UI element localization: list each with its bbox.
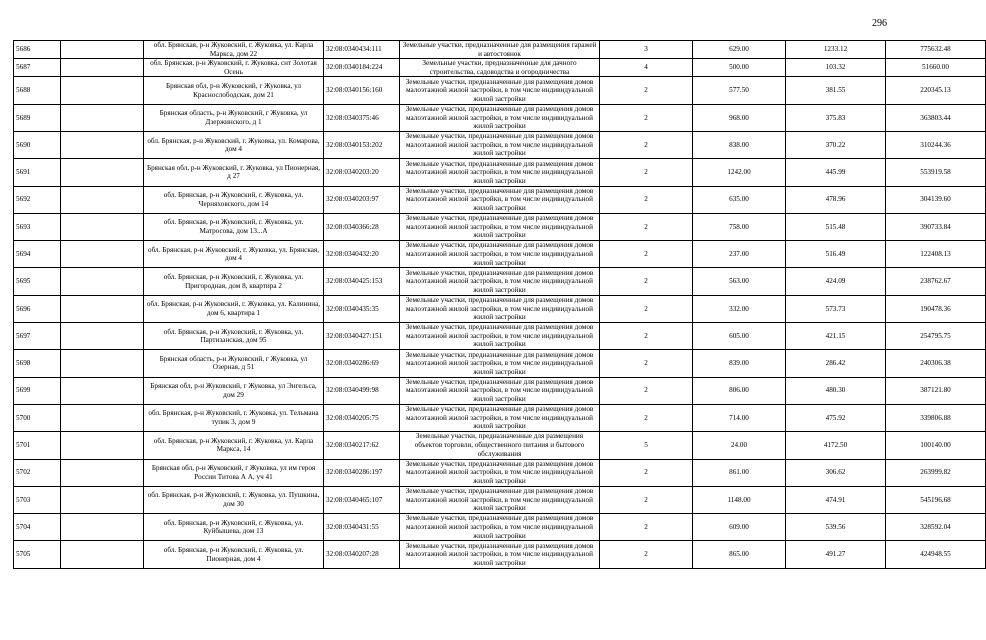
table-row (14, 213, 986, 240)
row-number-cell: 5702 (14, 459, 61, 486)
land-use-cell: Земельные участки, предназначенные для размещения домов малоэтажной жилой застройки, в том числе индивидуальной жилой застройки (400, 541, 600, 568)
area-cell: 332.00 (693, 295, 786, 322)
land-use-cell: Земельные участки, предназначенные для размещения гаражей и автостоянок (400, 41, 600, 59)
land-use-cell: Земельные участки, предназначенные для размещения домов малоэтажной жилой застройки, в том числе индивидуальной жилой застройки (400, 104, 600, 131)
table-row (14, 486, 986, 513)
table-row (14, 104, 986, 131)
row-spacer-cell (61, 404, 144, 431)
table-row (14, 186, 986, 213)
address-cell: Брянская обл, р-н Жуковский, г Жуковка, ул Энгельса, дом 29 (144, 377, 324, 404)
row-spacer-cell (61, 241, 144, 268)
cadastral-value-cell: 51660.00 (886, 59, 986, 77)
address-cell: Брянская область, р-н Жуковский, г Жуковка, ул Озерная, д 51 (144, 350, 324, 377)
area-cell: 237.00 (693, 241, 786, 268)
address-cell: обл. Брянская, р-н Жуковский, г. Жуковка, ул. Пригородная, дом 8, квартира 2 (144, 268, 324, 295)
group-cell: 2 (600, 213, 693, 240)
row-number-cell: 5703 (14, 486, 61, 513)
specific-value-cell: 4172.50 (786, 432, 886, 459)
cadastral-value-cell: 100140.00 (886, 432, 986, 459)
row-number-cell: 5698 (14, 350, 61, 377)
row-spacer-cell (61, 41, 144, 59)
cadastral-number-cell: 32:08:0340153:202 (324, 131, 400, 158)
cadastral-number-cell: 32:08:0340205:75 (324, 404, 400, 431)
table-row (14, 268, 986, 295)
group-cell: 2 (600, 514, 693, 541)
area-cell: 865.00 (693, 541, 786, 568)
area-cell: 563.00 (693, 268, 786, 295)
cadastral-number-cell: 32:08:0340427:151 (324, 323, 400, 350)
cadastral-value-cell: 775632.48 (886, 41, 986, 59)
group-cell: 2 (600, 77, 693, 104)
table-row (14, 159, 986, 186)
cadastral-value-cell: 390733.84 (886, 213, 986, 240)
table-row (14, 541, 986, 568)
specific-value-cell: 491.27 (786, 541, 886, 568)
row-number-cell: 5691 (14, 159, 61, 186)
address-cell: обл. Брянская, р-н Жуковский, г. Жуковка, ул. Куйбышева, дом 13 (144, 514, 324, 541)
group-cell: 4 (600, 59, 693, 77)
specific-value-cell: 475.92 (786, 404, 886, 431)
land-use-cell: Земельные участки, предназначенные для размещения домов малоэтажной жилой застройки, в том числе индивидуальной жилой застройки (400, 404, 600, 431)
row-spacer-cell (61, 104, 144, 131)
group-cell: 3 (600, 41, 693, 59)
address-cell: обл. Брянская, р-н Жуковский, г. Жуковка, ул. Карла Маркса, дом 22 (144, 41, 324, 59)
row-number-cell: 5705 (14, 541, 61, 568)
group-cell: 2 (600, 268, 693, 295)
cadastral-value-table (13, 40, 986, 569)
cadastral-value-cell: 190478.36 (886, 295, 986, 322)
cadastral-number-cell: 32:08:0340207:28 (324, 541, 400, 568)
specific-value-cell: 306.62 (786, 459, 886, 486)
land-use-cell: Земельные участки, предназначенные для размещения домов малоэтажной жилой застройки, в том числе индивидуальной жилой застройки (400, 131, 600, 158)
address-cell: обл. Брянская, р-н Жуковский, г. Жуковка, ул. Матросова, дом 13...А (144, 213, 324, 240)
specific-value-cell: 370.22 (786, 131, 886, 158)
area-cell: 758.00 (693, 213, 786, 240)
specific-value-cell: 515.48 (786, 213, 886, 240)
land-use-cell: Земельные участки, предназначенные для размещения домов малоэтажной жилой застройки, в том числе индивидуальной жилой застройки (400, 159, 600, 186)
area-cell: 635.00 (693, 186, 786, 213)
group-cell: 2 (600, 350, 693, 377)
row-spacer-cell (61, 268, 144, 295)
specific-value-cell: 1233.12 (786, 41, 886, 59)
address-cell: обл. Брянская, р-н Жуковский, г. Жуковка, ул. Пионерная, дом 4 (144, 541, 324, 568)
specific-value-cell: 474.91 (786, 486, 886, 513)
cadastral-value-cell: 220345.13 (886, 77, 986, 104)
land-use-cell: Земельные участки, предназначенные для размещения домов малоэтажной жилой застройки, в том числе индивидуальной жилой застройки (400, 323, 600, 350)
specific-value-cell: 478.96 (786, 186, 886, 213)
address-cell: Брянская обл, р-н Жуковский, г Жуковка, ул Краснослободская, дом 21 (144, 77, 324, 104)
table-row (14, 432, 986, 459)
row-number-cell: 5701 (14, 432, 61, 459)
row-number-cell: 5699 (14, 377, 61, 404)
group-cell: 2 (600, 295, 693, 322)
land-use-cell: Земельные участки, предназначенные для размещения домов малоэтажной жилой застройки, в том числе индивидуальной жилой застройки (400, 213, 600, 240)
row-number-cell: 5692 (14, 186, 61, 213)
row-number-cell: 5693 (14, 213, 61, 240)
row-spacer-cell (61, 377, 144, 404)
row-number-cell: 5704 (14, 514, 61, 541)
cadastral-number-cell: 32:08:0340435:35 (324, 295, 400, 322)
row-spacer-cell (61, 131, 144, 158)
area-cell: 838.00 (693, 131, 786, 158)
table-row (14, 241, 986, 268)
group-cell: 5 (600, 432, 693, 459)
area-cell: 839.00 (693, 350, 786, 377)
specific-value-cell: 286.42 (786, 350, 886, 377)
address-cell: Брянская обл, р-н Жуковский, г Жуковка, ул им героя России Титова А А, уч 41 (144, 459, 324, 486)
land-use-cell: Земельные участки, предназначенные для размещения домов малоэтажной жилой застройки, в том числе индивидуальной жилой застройки (400, 186, 600, 213)
cadastral-number-cell: 32:08:0340465:107 (324, 486, 400, 513)
area-cell: 629.00 (693, 41, 786, 59)
land-use-cell: Земельные участки, предназначенные для размещения домов малоэтажной жилой застройки, в том числе индивидуальной жилой застройки (400, 377, 600, 404)
row-number-cell: 5688 (14, 77, 61, 104)
row-number-cell: 5689 (14, 104, 61, 131)
land-use-cell: Земельные участки, предназначенные для дачного строительства, садоводства и огородничества (400, 59, 600, 77)
address-cell: Брянская обл, р-н Жуковский, г. Жуковка, ул Пионерная, д 27 (144, 159, 324, 186)
group-cell: 2 (600, 486, 693, 513)
land-use-cell: Земельные участки, предназначенные для размещения домов малоэтажной жилой застройки, в том числе индивидуальной жилой застройки (400, 514, 600, 541)
row-spacer-cell (61, 432, 144, 459)
group-cell: 2 (600, 131, 693, 158)
cadastral-value-cell: 387121.80 (886, 377, 986, 404)
cadastral-value-cell: 553919.58 (886, 159, 986, 186)
cadastral-value-cell: 424948.55 (886, 541, 986, 568)
table-row (14, 404, 986, 431)
table-row (14, 377, 986, 404)
row-spacer-cell (61, 350, 144, 377)
row-spacer-cell (61, 295, 144, 322)
table-row (14, 41, 986, 59)
specific-value-cell: 103.32 (786, 59, 886, 77)
area-cell: 806.00 (693, 377, 786, 404)
group-cell: 2 (600, 377, 693, 404)
group-cell: 2 (600, 404, 693, 431)
table-row (14, 350, 986, 377)
address-cell: обл. Брянская, р-н Жуковский, г. Жуковка, ул. Партизанская, дом 95 (144, 323, 324, 350)
cadastral-value-cell: 363803.44 (886, 104, 986, 131)
cadastral-number-cell: 32:08:0340431:55 (324, 514, 400, 541)
row-spacer-cell (61, 186, 144, 213)
cadastral-number-cell: 32:08:0340217:62 (324, 432, 400, 459)
page-number: 296 (872, 18, 887, 29)
area-cell: 1148.00 (693, 486, 786, 513)
address-cell: обл. Брянская, р-н Жуковский, г. Жуковка, ул. Комарова, дом 4 (144, 131, 324, 158)
area-cell: 609.00 (693, 514, 786, 541)
row-number-cell: 5697 (14, 323, 61, 350)
address-cell: обл. Брянская, р-н Жуковский, г. Жуковка, ул. Брянская, дом 4 (144, 241, 324, 268)
cadastral-value-cell: 304139.60 (886, 186, 986, 213)
group-cell: 2 (600, 186, 693, 213)
cadastral-number-cell: 32:08:0340156:160 (324, 77, 400, 104)
row-spacer-cell (61, 159, 144, 186)
land-use-cell: Земельные участки, предназначенные для размещения домов малоэтажной жилой застройки, в том числе индивидуальной жилой застройки (400, 268, 600, 295)
table-row (14, 131, 986, 158)
table-body (14, 41, 986, 569)
row-spacer-cell (61, 459, 144, 486)
table-row (14, 295, 986, 322)
row-number-cell: 5690 (14, 131, 61, 158)
land-use-cell: Земельные участки, предназначенные для размещения домов малоэтажной жилой застройки, в том числе индивидуальной жилой застройки (400, 295, 600, 322)
row-spacer-cell (61, 541, 144, 568)
cadastral-number-cell: 32:08:0340375:46 (324, 104, 400, 131)
address-cell: обл. Брянская, р-н Жуковский, г. Жуковка, ул. Пушкина, дом 30 (144, 486, 324, 513)
row-spacer-cell (61, 59, 144, 77)
row-number-cell: 5695 (14, 268, 61, 295)
specific-value-cell: 381.55 (786, 77, 886, 104)
cadastral-value-cell: 240306.38 (886, 350, 986, 377)
cadastral-number-cell: 32:08:0340366:28 (324, 213, 400, 240)
cadastral-number-cell: 32:08:0340203:97 (324, 186, 400, 213)
row-spacer-cell (61, 323, 144, 350)
specific-value-cell: 424.09 (786, 268, 886, 295)
cadastral-value-cell: 310244.36 (886, 131, 986, 158)
area-cell: 861.00 (693, 459, 786, 486)
specific-value-cell: 421.15 (786, 323, 886, 350)
row-spacer-cell (61, 77, 144, 104)
cadastral-value-cell: 263999.82 (886, 459, 986, 486)
area-cell: 968.00 (693, 104, 786, 131)
cadastral-value-cell: 328592.04 (886, 514, 986, 541)
cadastral-number-cell: 32:08:0340434:111 (324, 41, 400, 59)
cadastral-value-cell: 254795.75 (886, 323, 986, 350)
land-use-cell: Земельные участки, предназначенные для размещения домов малоэтажной жилой застройки, в том числе индивидуальной жилой застройки (400, 77, 600, 104)
cadastral-value-cell: 238762.67 (886, 268, 986, 295)
area-cell: 500.00 (693, 59, 786, 77)
row-number-cell: 5694 (14, 241, 61, 268)
row-number-cell: 5686 (14, 41, 61, 59)
specific-value-cell: 480.30 (786, 377, 886, 404)
row-number-cell: 5696 (14, 295, 61, 322)
group-cell: 2 (600, 541, 693, 568)
specific-value-cell: 375.83 (786, 104, 886, 131)
land-use-cell: Земельные участки, предназначенные для размещения домов малоэтажной жилой застройки, в том числе индивидуальной жилой застройки (400, 486, 600, 513)
specific-value-cell: 573.73 (786, 295, 886, 322)
address-cell: обл. Брянская, р-н Жуковский, г. Жуковка, ул. Тельмана тупик 3, дом 9 (144, 404, 324, 431)
table-row (14, 323, 986, 350)
address-cell: обл. Брянская, р-н Жуковский, г. Жуковка, ул. Калинина, дом 6, квартира 1 (144, 295, 324, 322)
row-number-cell: 5700 (14, 404, 61, 431)
group-cell: 2 (600, 323, 693, 350)
table-row (14, 59, 986, 77)
cadastral-value-cell: 545196.68 (886, 486, 986, 513)
address-cell: обл. Брянская, р-н Жуковский, г. Жуковка, ул. Черняховского, дом 14 (144, 186, 324, 213)
row-spacer-cell (61, 514, 144, 541)
cadastral-number-cell: 32:08:0340425:153 (324, 268, 400, 295)
address-cell: Брянская область, р-н Жуковский, г Жуковка, ул Дзержинского, д 1 (144, 104, 324, 131)
cadastral-number-cell: 32:08:0340286:69 (324, 350, 400, 377)
area-cell: 1242.00 (693, 159, 786, 186)
area-cell: 714.00 (693, 404, 786, 431)
row-spacer-cell (61, 213, 144, 240)
specific-value-cell: 539.56 (786, 514, 886, 541)
area-cell: 24.00 (693, 432, 786, 459)
specific-value-cell: 445.99 (786, 159, 886, 186)
group-cell: 2 (600, 104, 693, 131)
group-cell: 2 (600, 241, 693, 268)
table-row (14, 77, 986, 104)
address-cell: обл. Брянская, р-н Жуковский, г. Жуковка, ул. Карла Маркса, 14 (144, 432, 324, 459)
land-use-cell: Земельные участки, предназначенные для размещения домов малоэтажной жилой застройки, в том числе индивидуальной жилой застройки (400, 350, 600, 377)
group-cell: 2 (600, 459, 693, 486)
cadastral-number-cell: 32:08:0340432:20 (324, 241, 400, 268)
land-use-cell: Земельные участки, предназначенные для размещения домов малоэтажной жилой застройки, в том числе индивидуальной жилой застройки (400, 241, 600, 268)
land-use-cell: Земельные участки, предназначенные для размещения домов малоэтажной жилой застройки, в том числе индивидуальной жилой застройки (400, 459, 600, 486)
specific-value-cell: 516.49 (786, 241, 886, 268)
cadastral-number-cell: 32:08:0340286:197 (324, 459, 400, 486)
row-spacer-cell (61, 486, 144, 513)
land-use-cell: Земельные участки, предназначенные для размещения объектов торговли, общественного питания и бытового обслуживания (400, 432, 600, 459)
area-cell: 605.00 (693, 323, 786, 350)
cadastral-number-cell: 32:08:0340499:98 (324, 377, 400, 404)
table-row (14, 459, 986, 486)
cadastral-number-cell: 32:08:0340184:224 (324, 59, 400, 77)
cadastral-value-cell: 339806.88 (886, 404, 986, 431)
cadastral-value-cell: 122408.13 (886, 241, 986, 268)
group-cell: 2 (600, 159, 693, 186)
address-cell: обл. Брянская, р-н Жуковский, г. Жуковка, снт Золотая Осень (144, 59, 324, 77)
cadastral-number-cell: 32:08:0340203:20 (324, 159, 400, 186)
row-number-cell: 5687 (14, 59, 61, 77)
table-row (14, 514, 986, 541)
area-cell: 577.50 (693, 77, 786, 104)
